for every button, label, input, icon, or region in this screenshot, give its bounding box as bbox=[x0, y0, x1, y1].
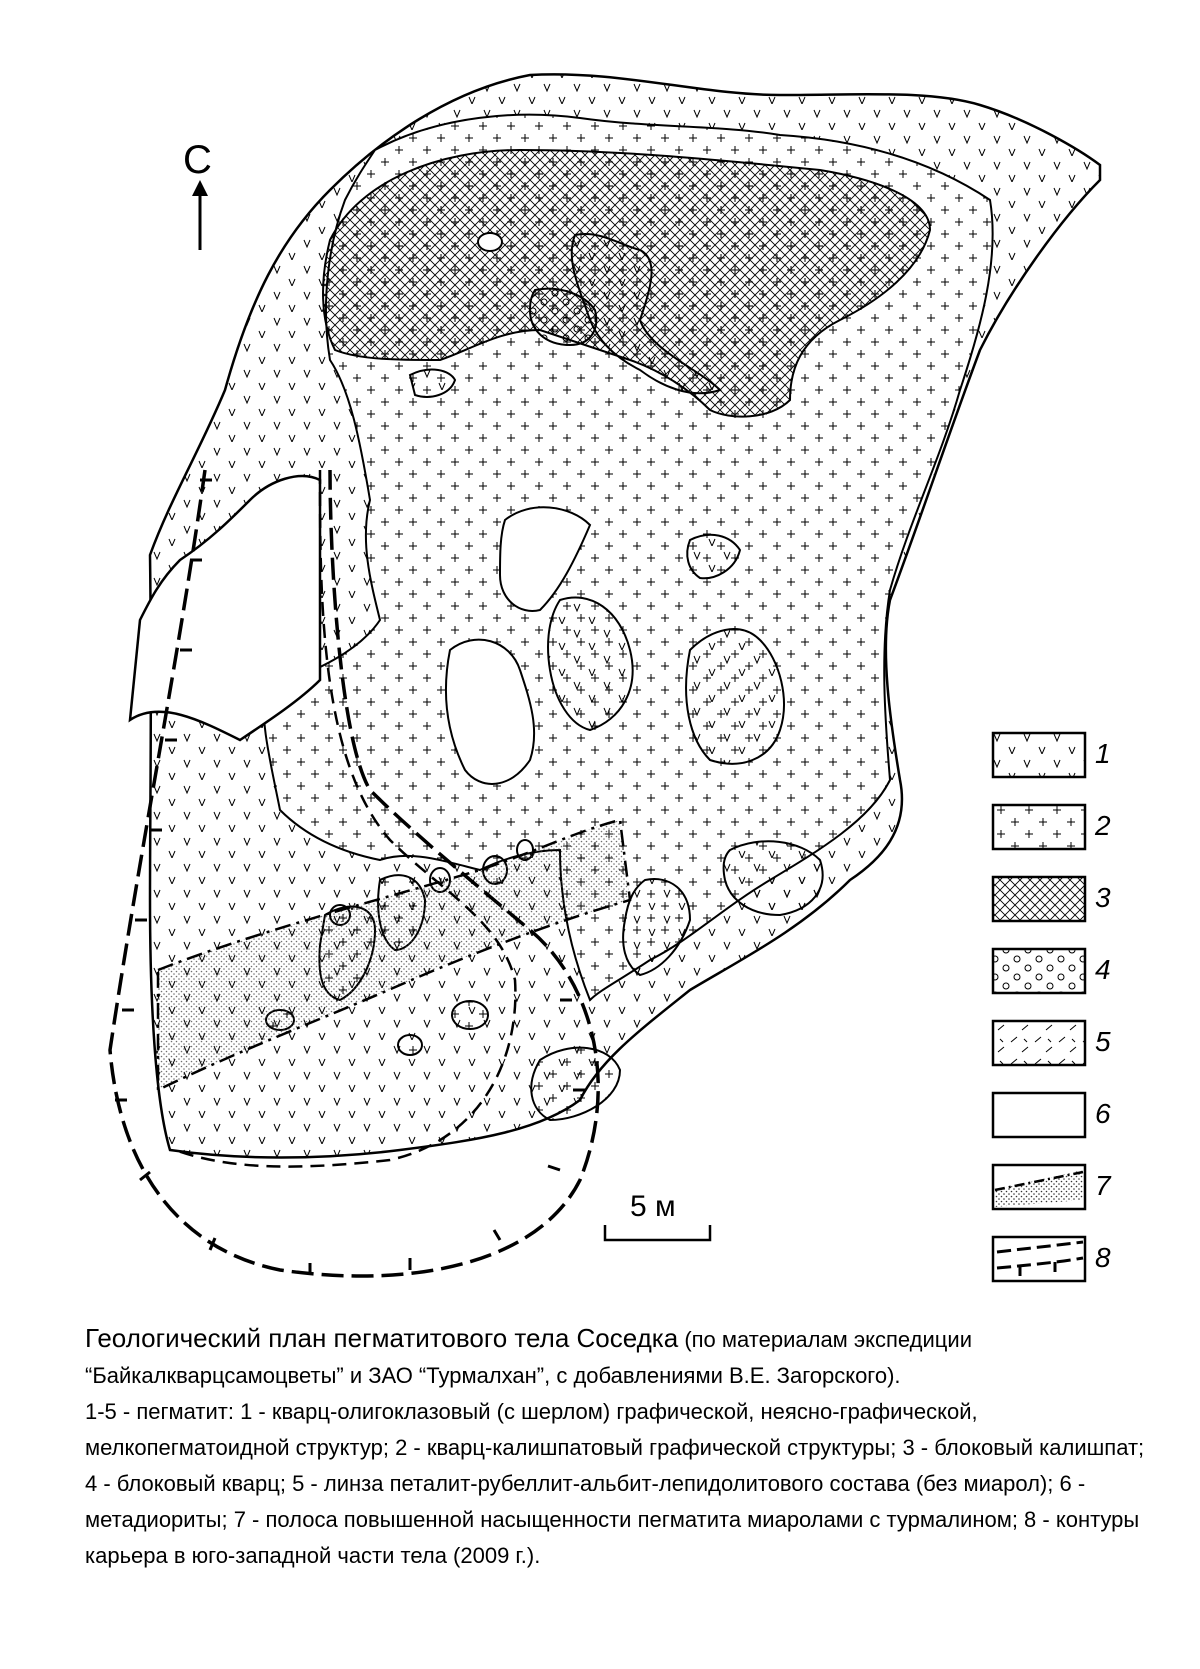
legend-box-4 bbox=[993, 949, 1085, 993]
legend-number-3: 3 bbox=[1095, 882, 1111, 913]
caption-title: Геологический план пегматитового тела Соседка bbox=[85, 1323, 679, 1353]
legend-number-6: 6 bbox=[1095, 1098, 1111, 1129]
unit-2-patch-south bbox=[531, 1048, 620, 1120]
quartz-lens-small bbox=[478, 233, 502, 251]
legend-box-1 bbox=[993, 733, 1085, 777]
north-arrow bbox=[192, 180, 208, 250]
unit-2-lens-1 bbox=[452, 1001, 488, 1029]
legend-number-2: 2 bbox=[1095, 810, 1111, 841]
legend-box-2 bbox=[993, 805, 1085, 849]
caption-body: 1-5 - пегматит: 1 - кварц-олигоклазовый (с шерлом) графической, неясно-графической, мелкопегматоидной структур; 2 - кварц-калишпатовый графической структуры; 3 - блоковый калишпат; 4 - блоковый кварц; 5 - линза петалит-рубеллит-альбит-лепидолитового состава (без миарол); 6 - метадиориты; 7 - полоса повышенной насыщенности пегматита миаролами с турмалином; 8 - контуры карьера в юго-западной части тела (2009 г.). bbox=[85, 1399, 1145, 1568]
north-label: С bbox=[183, 138, 212, 182]
legend-number-5: 5 bbox=[1095, 1026, 1111, 1057]
legend-number-7: 7 bbox=[1095, 1170, 1111, 1201]
legend-box-6 bbox=[993, 1093, 1085, 1137]
legend-number-1: 1 bbox=[1095, 738, 1111, 769]
legend-box-8 bbox=[993, 1237, 1085, 1281]
legend-number-8: 8 bbox=[1095, 1242, 1111, 1273]
scale-label: 5 м bbox=[630, 1190, 676, 1223]
scale-bar bbox=[605, 1225, 710, 1240]
caption-source: (по материалам экспедиции “Байкалкварцсамоцветы” и ЗАО “Турмалхан”, с добавлениями В.Е. Загорского). bbox=[85, 1327, 972, 1388]
legend-box-3 bbox=[993, 877, 1085, 921]
figure-caption bbox=[85, 1320, 1145, 1574]
legend-number-4: 4 bbox=[1095, 954, 1111, 985]
legend-box-7 bbox=[993, 1165, 1085, 1209]
unit-2-lens-2 bbox=[398, 1035, 422, 1055]
legend-box-5 bbox=[993, 1021, 1085, 1065]
